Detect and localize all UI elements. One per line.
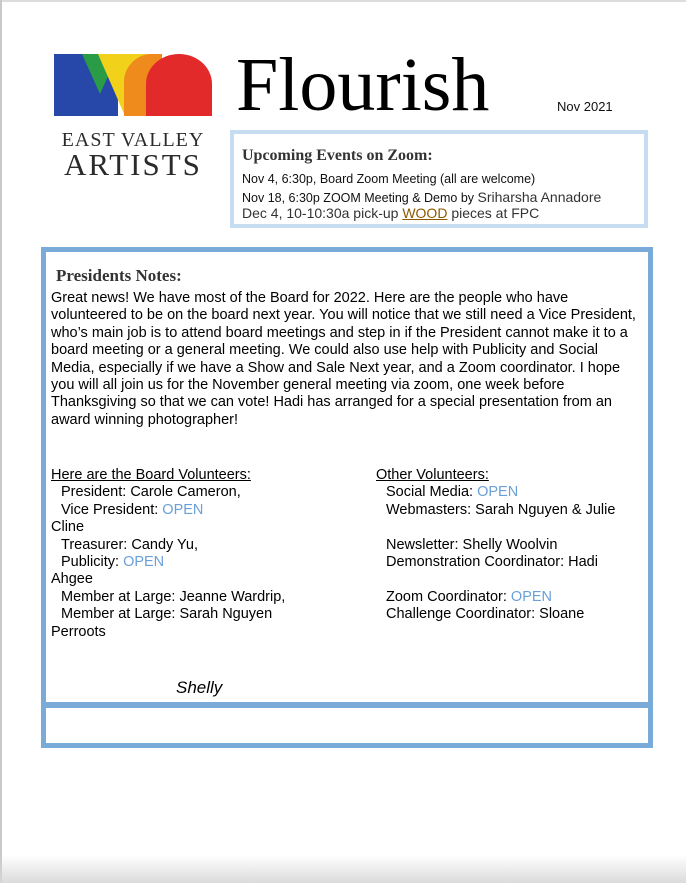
board-publicity <box>51 554 351 571</box>
presidents-notes-body: Great news! We have most of the Board for 2022. Here are the people who have volunteered to be on the board next year. You will notice that we still need a Vice President, who’s main job is to attend board meetings and step in if the President cannot make it to a board meeting or a general meeting. We could also use help with Publicity and Social Media, especially if we have a Show and Sale Next year, and a Zoom coordinator. I hope you will all join us for the November general meeting via zoom, one week before Thanksgiving so that we can vote! Hadi has arranged for a special presentation from an award winning photographer! <box>51 290 636 428</box>
logo-mark-icon <box>54 52 214 128</box>
other-spacer <box>376 519 636 536</box>
event-demo-text: Nov 18, 6:30p ZOOM Meeting & Demo by <box>242 191 478 205</box>
other-volunteers-list <box>376 467 636 624</box>
empty-footer-box <box>41 703 653 748</box>
event-wood-after: pieces at FPC <box>447 205 540 221</box>
presidents-notes-heading: Presidents Notes: <box>56 266 182 285</box>
other-social-media <box>376 484 636 501</box>
board-treasurer: Treasurer: Candy Yu, <box>61 536 199 553</box>
east-valley-artists-logo <box>54 52 214 182</box>
wood-link[interactable]: WOOD <box>402 205 448 221</box>
board-cline: Cline <box>51 519 85 536</box>
other-webmasters: Webmasters: Sarah Nguyen & Julie <box>386 501 616 518</box>
newsletter-title: Flourish <box>236 43 490 127</box>
event-item-demo <box>242 189 601 205</box>
social-open-status: OPEN <box>477 484 519 501</box>
publicity-open-status: OPEN <box>123 554 165 571</box>
event-item-board-meeting: Nov 4, 6:30p, Board Zoom Meeting (all are welcome) <box>242 172 536 186</box>
board-ahgee: Ahgee <box>51 571 93 588</box>
page-edge-top <box>0 0 686 2</box>
other-spacer-2 <box>376 571 636 588</box>
upcoming-events-box <box>230 130 648 228</box>
other-zoom-coordinator <box>376 589 636 606</box>
page-edge-left <box>0 0 2 883</box>
vp-open-status: OPEN <box>162 501 204 518</box>
issue-date: Nov 2021 <box>557 99 613 114</box>
board-vice-president <box>51 502 351 519</box>
event-item-wood-pickup <box>242 205 539 221</box>
signature: Shelly <box>176 678 223 697</box>
events-heading: Upcoming Events on Zoom: <box>242 147 433 164</box>
logo-text-artists: ARTISTS <box>64 147 202 182</box>
other-challenge-coordinator: Challenge Coordinator: Sloane <box>386 606 585 623</box>
social-label: Social Media: <box>386 484 478 501</box>
logo-text-east-valley: EAST VALLEY <box>61 129 205 151</box>
other-newsletter: Newsletter: Shelly Woolvin <box>386 536 558 553</box>
board-member-at-large-1: Member at Large: Jeanne Wardrip, <box>61 588 286 605</box>
other-demo-coordinator: Demonstration Coordinator: Hadi <box>386 554 598 571</box>
vp-label: Vice President: <box>61 501 163 518</box>
board-perroots: Perroots <box>51 623 106 640</box>
publicity-label: Publicity: <box>61 554 124 571</box>
board-volunteers-heading: Here are the Board Volunteers: <box>51 467 251 483</box>
zoom-label: Zoom Coordinator: <box>386 588 511 605</box>
event-wood-before: Dec 4, 10-10:30a pick-up <box>242 205 403 221</box>
other-volunteers-heading: Other Volunteers: <box>376 467 489 483</box>
presidents-notes-box <box>41 247 653 707</box>
bottom-shadow <box>0 855 686 883</box>
board-volunteers-list <box>51 467 351 641</box>
board-president: President: Carole Cameron, <box>61 484 241 501</box>
logo-red-shape <box>146 54 212 116</box>
board-member-at-large-2: Member at Large: Sarah Nguyen <box>61 606 273 623</box>
zoom-open-status: OPEN <box>510 588 553 605</box>
event-presenter-name: Sriharsha Annadore <box>477 189 602 205</box>
